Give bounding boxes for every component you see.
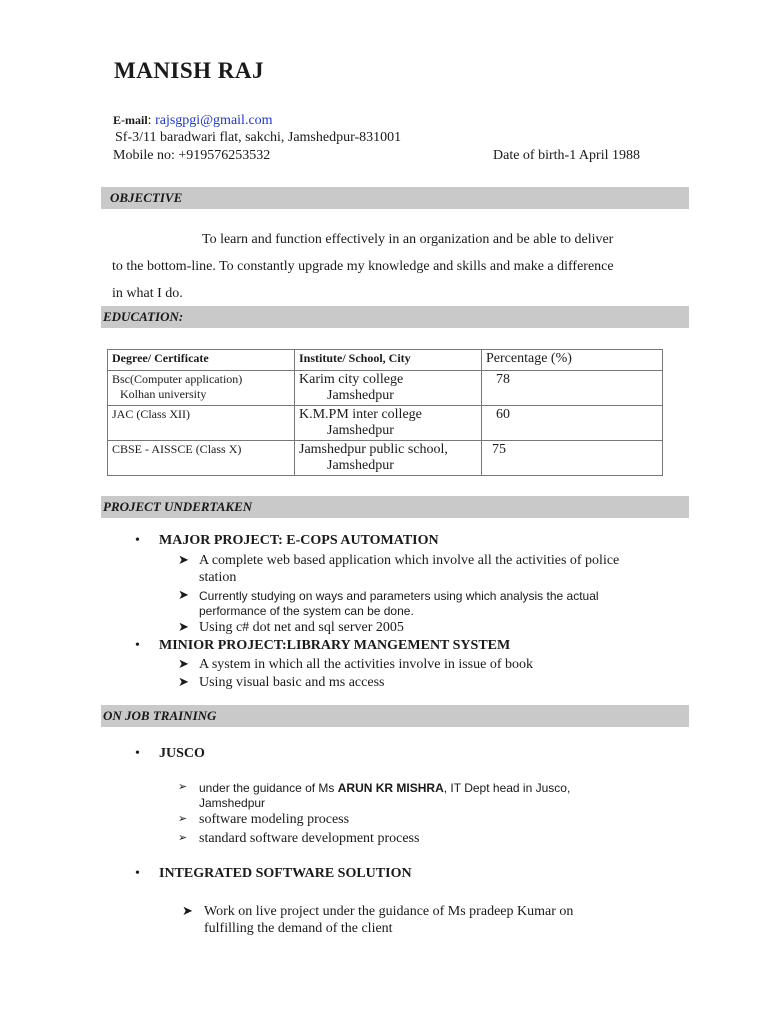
list-item: under the guidance of Ms ARUN KR MISHRA, IT Dept head in Jusco, Jamshedpur bbox=[199, 781, 571, 810]
arrow-bullet-icon: ➤ bbox=[178, 674, 189, 689]
projects-heading: PROJECT UNDERTAKEN bbox=[101, 496, 689, 518]
list-item: Using c# dot net and sql server 2005 bbox=[199, 620, 404, 635]
list-item: Work on live project under the guidance of Ms pradeep Kumar on fulfilling the demand of the client bbox=[204, 904, 574, 936]
table-row: Bsc(Computer application) Kolhan university Karim city college Jamshedpur 78 bbox=[108, 371, 663, 406]
column-header: Percentage (%) bbox=[482, 350, 663, 371]
jusco-title: JUSCO bbox=[159, 746, 205, 761]
training-heading: ON JOB TRAINING bbox=[101, 705, 689, 727]
bullet-icon: • bbox=[135, 638, 140, 653]
list-item: A complete web based application which involve all the activities of police station bbox=[199, 553, 620, 585]
table-header-row bbox=[108, 350, 663, 371]
column-header: Institute/ School, City bbox=[295, 350, 482, 371]
mobile-number: Mobile no: +919576253532 bbox=[113, 148, 271, 163]
education-heading: EDUCATION: bbox=[101, 306, 689, 328]
list-item: Using visual basic and ms access bbox=[199, 675, 385, 690]
iss-title: INTEGRATED SOFTWARE SOLUTION bbox=[159, 866, 412, 881]
list-item: A system in which all the activities involve in issue of book bbox=[199, 657, 534, 672]
arrow-bullet-icon: ➢ bbox=[178, 832, 188, 844]
column-header: Degree/ Certificate bbox=[108, 350, 295, 371]
major-project-title: MAJOR PROJECT: E-COPS AUTOMATION bbox=[159, 533, 439, 548]
address: Sf-3/11 baradwari flat, sakchi, Jamshedpur-831001 bbox=[115, 130, 402, 145]
arrow-bullet-icon: ➢ bbox=[178, 781, 188, 793]
table-row: CBSE - AISSCE (Class X) Jamshedpur public school, Jamshedpur 75 bbox=[108, 441, 663, 476]
arrow-bullet-icon: ➤ bbox=[178, 656, 189, 671]
bullet-icon: • bbox=[135, 746, 140, 761]
objective-text: To learn and function effectively in an organization and be able to deliver to the bottom-line. To constantly upgrade my knowledge and skills and make a difference in what I do. bbox=[112, 232, 614, 301]
arrow-bullet-icon: ➤ bbox=[178, 587, 189, 602]
objective-heading: OBJECTIVE bbox=[101, 187, 689, 209]
bullet-icon: • bbox=[135, 533, 140, 548]
education-table bbox=[107, 349, 663, 476]
candidate-name: MANISH RAJ bbox=[114, 58, 265, 83]
list-item: software modeling process bbox=[199, 812, 350, 827]
table-row: JAC (Class XII) K.M.PM inter college Jamshedpur 60 bbox=[108, 406, 663, 441]
arrow-bullet-icon: ➤ bbox=[182, 903, 193, 918]
arrow-bullet-icon: ➢ bbox=[178, 813, 188, 825]
list-item: standard software development process bbox=[199, 831, 420, 846]
minor-project-title: MINIOR PROJECT:LIBRARY MANGEMENT SYSTEM bbox=[159, 638, 511, 653]
email-row: E-mail: rajsgpgi@gmail.com bbox=[113, 113, 273, 128]
email-label: E-mail bbox=[113, 113, 148, 127]
email-link[interactable]: rajsgpgi@gmail.com bbox=[155, 113, 273, 128]
arrow-bullet-icon: ➤ bbox=[178, 619, 189, 634]
bullet-icon: • bbox=[135, 866, 140, 881]
date-of-birth: Date of birth-1 April 1988 bbox=[493, 148, 640, 163]
arrow-bullet-icon: ➤ bbox=[178, 552, 189, 567]
list-item: Currently studying on ways and parameters using which analysis the actual performance of the system can be done. bbox=[199, 589, 599, 618]
